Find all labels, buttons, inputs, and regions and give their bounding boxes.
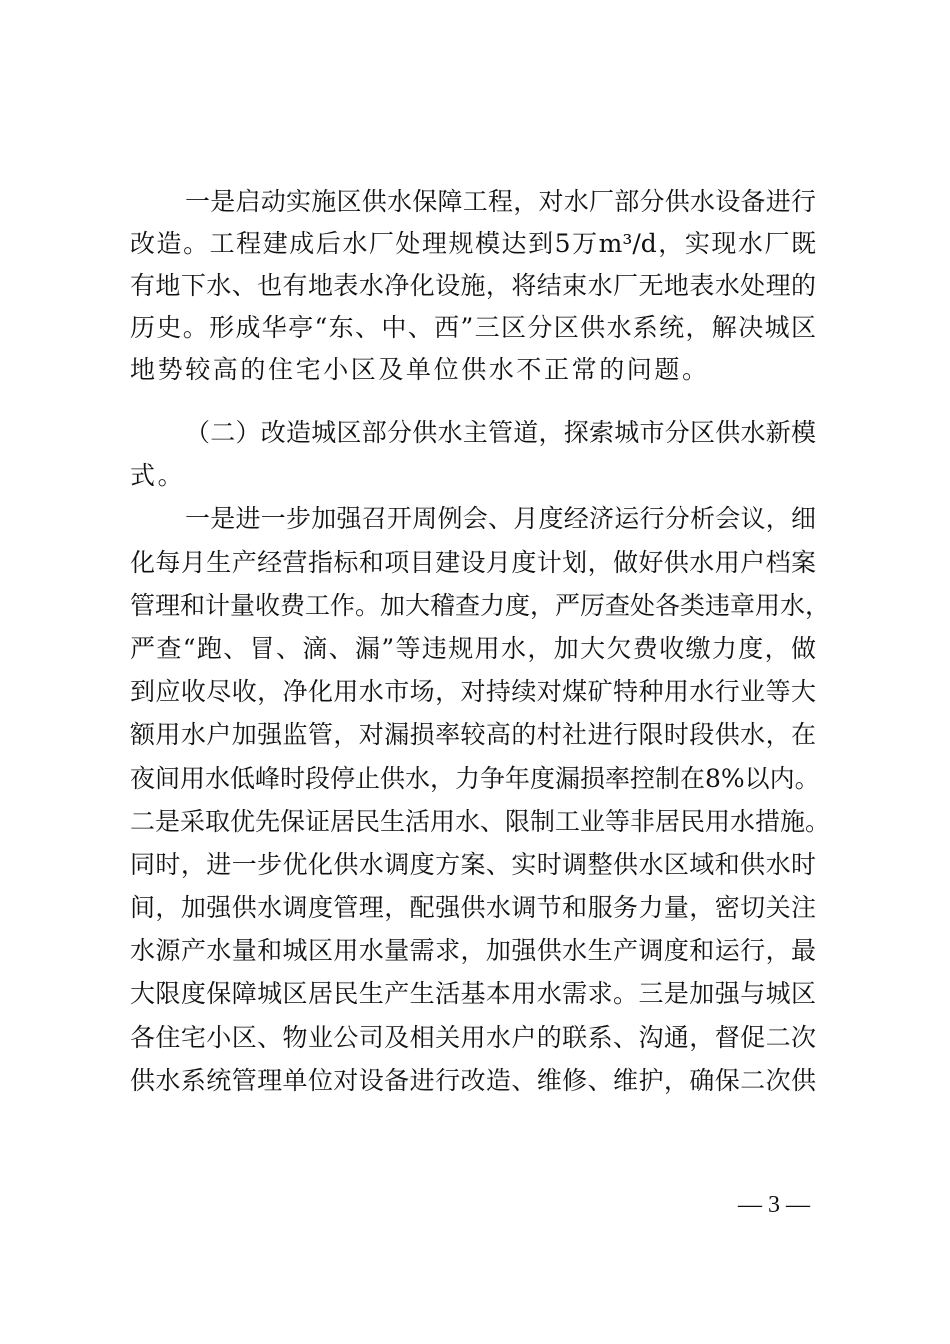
text-line: 间，加强供水调度管理，配强供水调节和服务力量，密切关注 — [130, 893, 816, 923]
text-line: 供水系统管理单位对设备进行改造、维修、维护，确保二次供 — [130, 1065, 816, 1095]
text-line: 大限度保障城区居民生产生活基本用水需求。三是加强与城区 — [130, 979, 816, 1009]
text-line: 一是进一步加强召开周例会、月度经济运行分析会议，细 — [185, 504, 816, 534]
text-line: 管理和计量收费工作。加大稽查力度，严厉查处各类违章用水， — [130, 590, 831, 620]
text-line: 二是采取优先保证居民生活用水、限制工业等非居民用水措施。 — [130, 806, 831, 836]
text-line: 各住宅小区、物业公司及相关用水户的联系、沟通，督促二次 — [130, 1022, 816, 1052]
text-line: 水源产水量和城区用水量需求，加强供水生产调度和运行，最 — [130, 936, 816, 966]
text-line: 到应收尽收，净化用水市场，对持续对煤矿特种用水行业等大 — [130, 677, 816, 707]
text-line: 有地下水、也有地表水净化设施，将结束水厂无地表水处理的 — [130, 271, 816, 300]
text-line: 严查“跑、冒、滴、漏”等违规用水，加大欠费收缴力度，做 — [130, 633, 816, 663]
text-line: 额用水户加强监管，对漏损率较高的村社进行限时段供水，在 — [130, 720, 816, 750]
page-number: — 3 — — [738, 1192, 810, 1218]
text-line: 同时，进一步优化供水调度方案、实时调整供水区域和供水时 — [130, 849, 816, 879]
text-line: 化每月生产经营指标和项目建设月度计划，做好供水用户档案 — [130, 547, 816, 577]
text-line: 夜间用水低峰时段停止供水，力争年度漏损率控制在8%以内。 — [130, 763, 820, 793]
text-line: 地势较高的住宅小区及单位供水不正常的问题。 — [130, 355, 710, 384]
text-line: 一是启动实施区供水保障工程，对水厂部分供水设备进行 — [185, 187, 816, 216]
text-line: 改造。工程建成后水厂处理规模达到5万m³/d，实现水厂既 — [130, 229, 816, 258]
document-body — [130, 181, 831, 1102]
text-line: 历史。形成华亭“东、中、西”三区分区供水系统，解决城区 — [130, 313, 816, 342]
section-heading: （二）改造城区部分供水主管道，探索城市分区供水新模 — [185, 418, 816, 447]
section-heading: 式。 — [130, 461, 186, 491]
